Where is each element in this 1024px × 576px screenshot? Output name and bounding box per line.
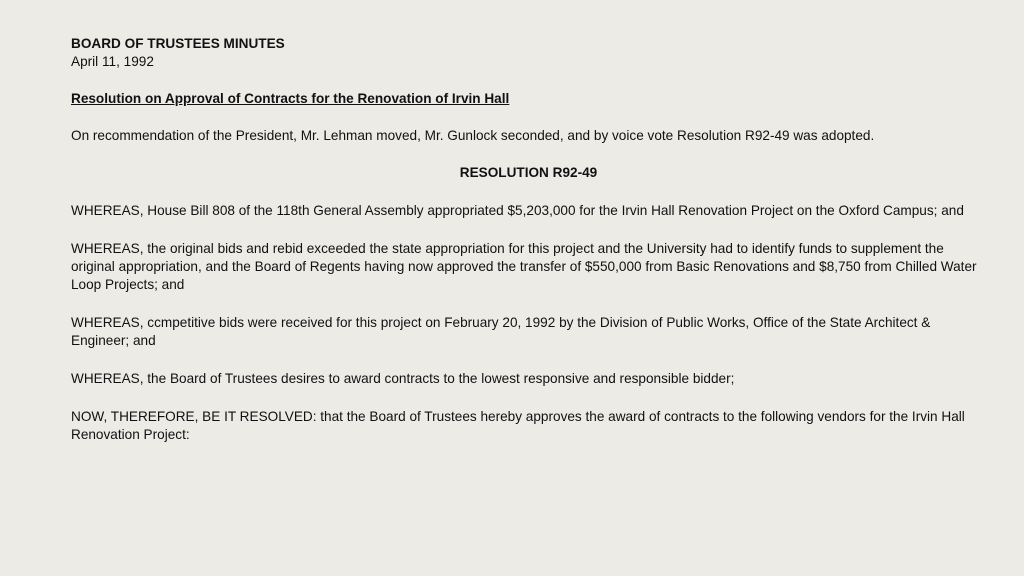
resolution-title: RESOLUTION R92-49 <box>459 165 598 180</box>
whereas-paragraph-4: WHEREAS, the Board of Trustees desires to award contracts to the lowest responsive and responsible bidder; <box>71 371 735 386</box>
whereas-paragraph-2: WHEREAS, the original bids and rebid exceeded the state appropriation for this project and the University had to identify funds to supplement the original appropriation, and the Board of Regents having now approved the transfer of $550,000 from Basic Renovations and $8,750 from Chilled Water Loop Projects; and <box>71 241 977 292</box>
resolution-subject: Resolution on Approval of Contracts for the Renovation of Irvin Hall <box>71 91 510 106</box>
resolved-paragraph: NOW, THEREFORE, BE IT RESOLVED: that the Board of Trustees hereby approves the award of contracts to the following vendors for the Irvin Hall Renovation Project: <box>71 409 965 442</box>
whereas-paragraph-3: WHEREAS, ccmpetitive bids were received for this project on February 20, 1992 by the Division of Public Works, Office of the State Architect & Engineer; and <box>71 315 931 348</box>
intro-paragraph: On recommendation of the President, Mr. Lehman moved, Mr. Gunlock seconded, and by voice vote Resolution R92-49 was adopted. <box>71 128 875 143</box>
document-heading: BOARD OF TRUSTEES MINUTES <box>71 36 285 51</box>
whereas-paragraph-1: WHEREAS, House Bill 808 of the 118th General Assembly appropriated $5,203,000 for the Irvin Hall Renovation Project on the Oxford Campus; and <box>71 203 964 218</box>
meeting-date: April 11, 1992 <box>71 54 154 69</box>
minutes-document <box>71 35 986 444</box>
